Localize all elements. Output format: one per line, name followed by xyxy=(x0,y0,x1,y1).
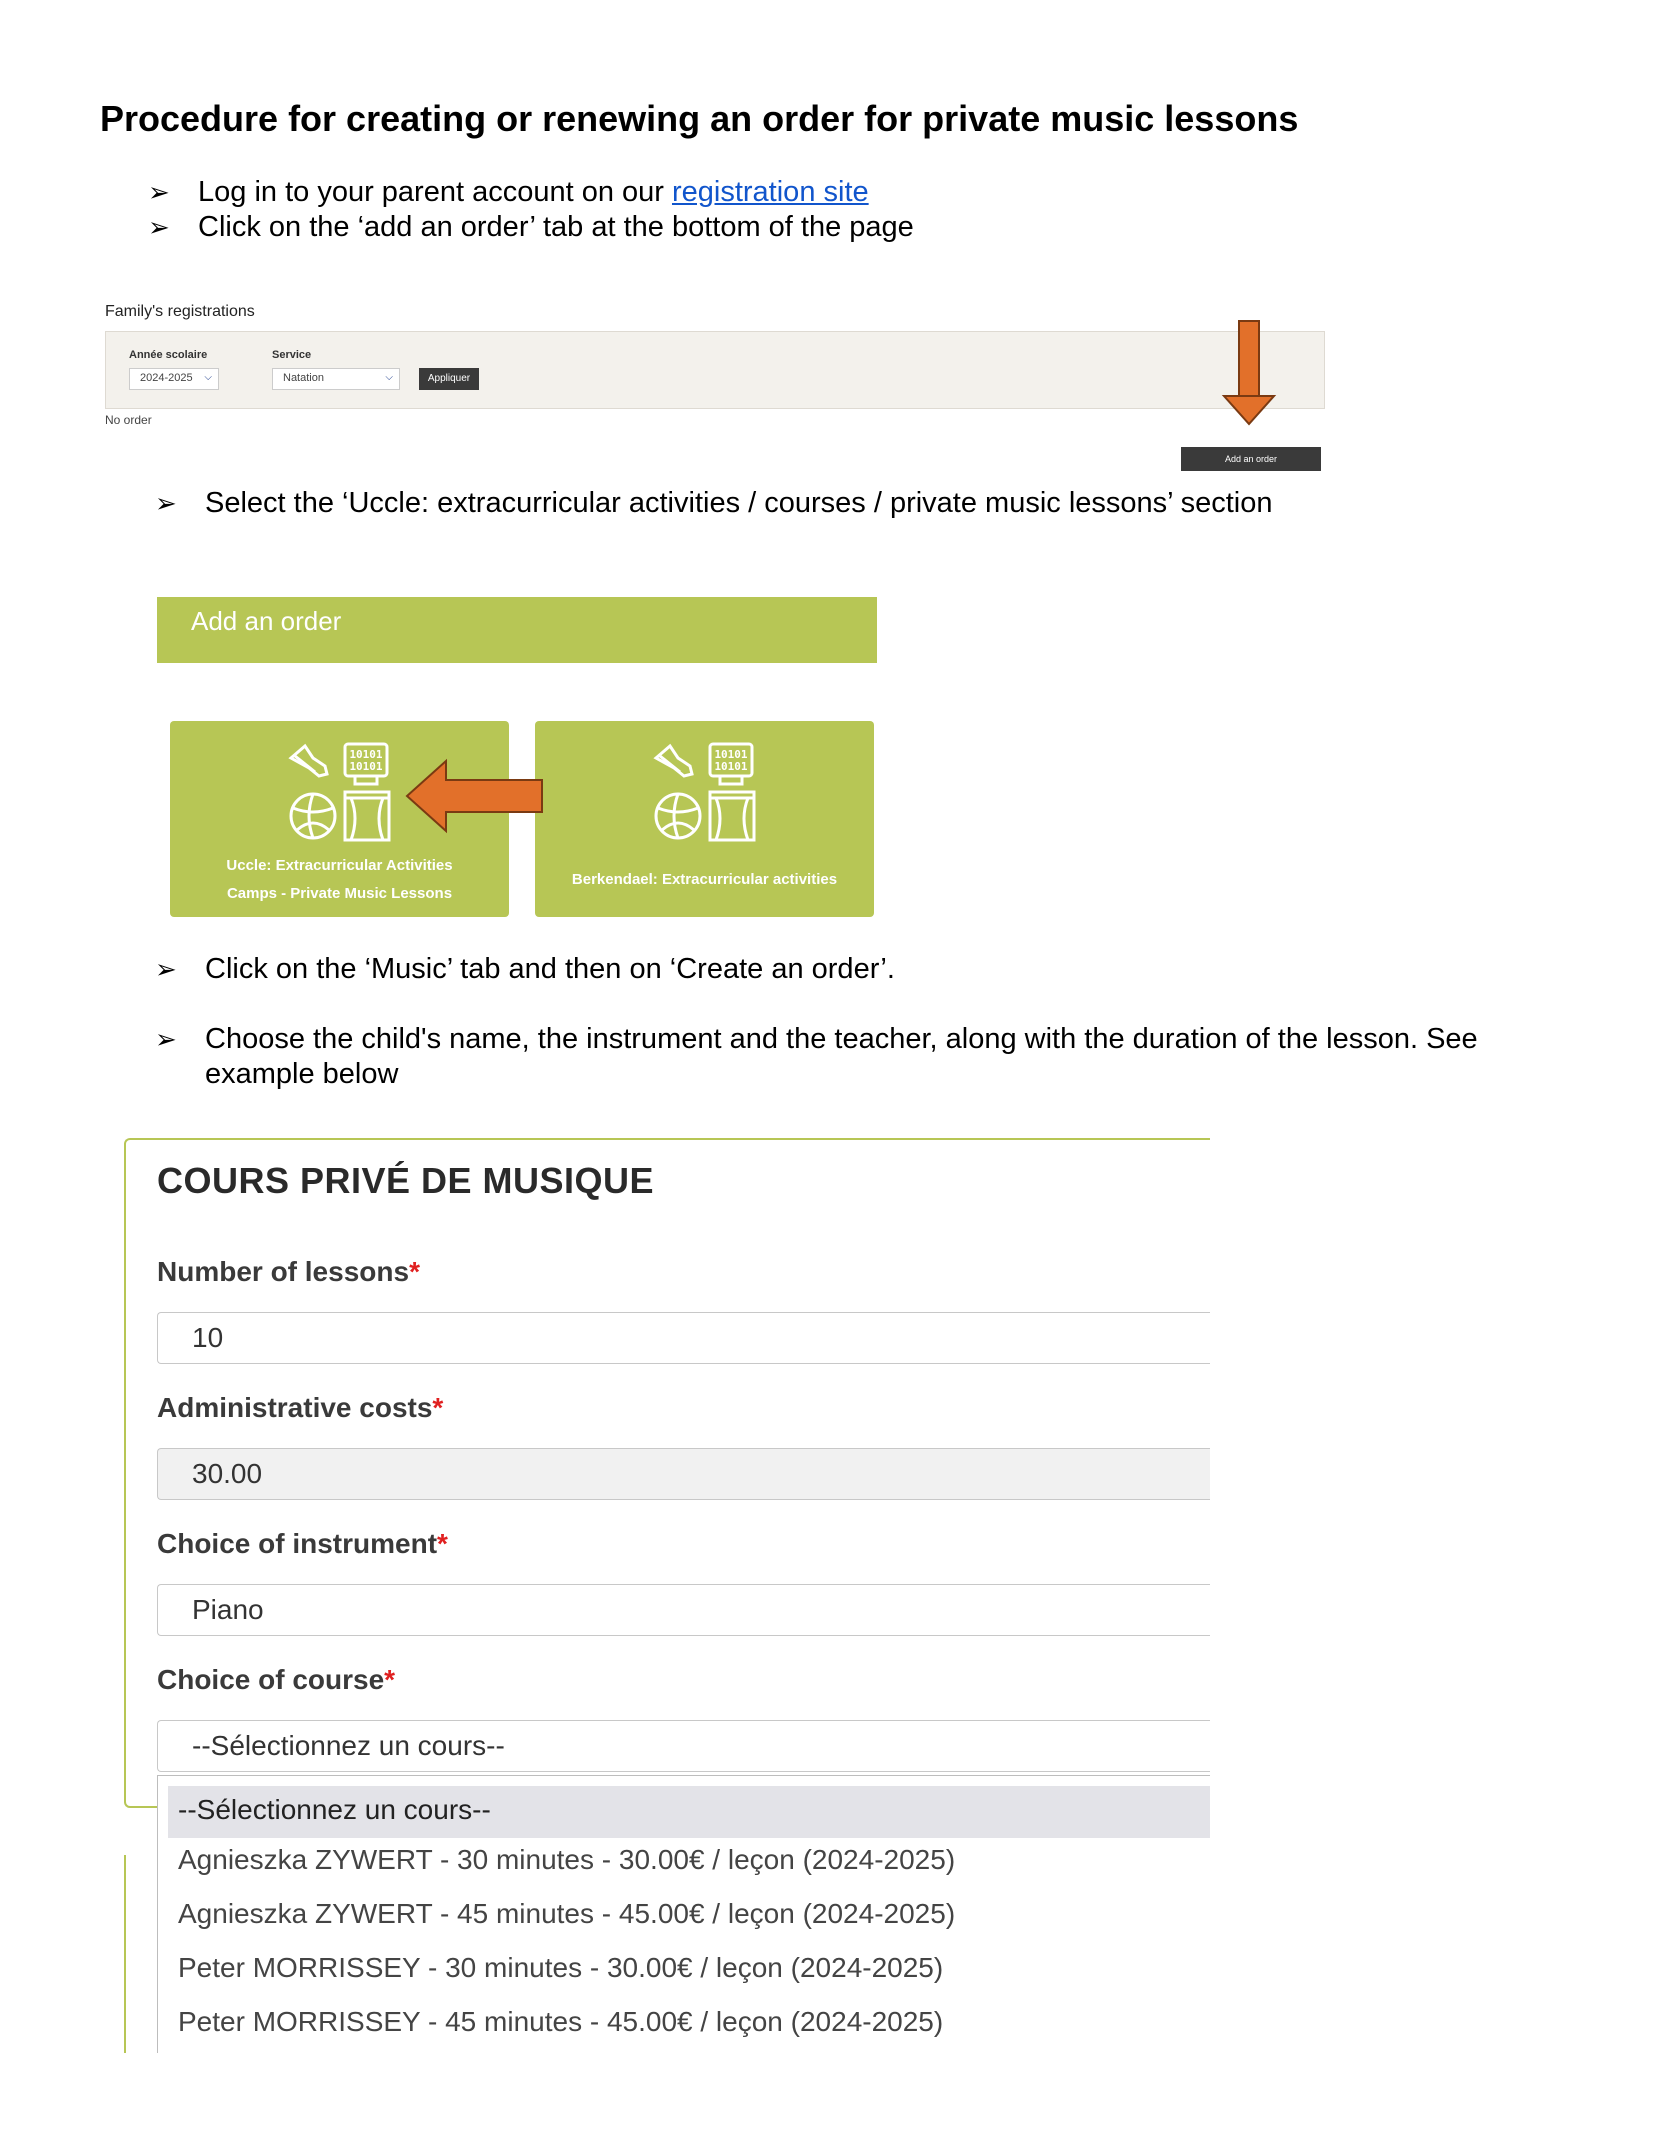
service-select[interactable] xyxy=(272,368,400,390)
activities-icon xyxy=(285,736,397,848)
chevron-down-icon: ⌵ xyxy=(385,372,393,383)
step-4 xyxy=(155,953,895,986)
bullet-arrow-icon: ➢ xyxy=(155,1025,177,1055)
down-arrow-icon xyxy=(1220,318,1280,428)
costs-input: 30.00 xyxy=(157,1448,1210,1500)
step-5 xyxy=(155,1023,1478,1056)
course-dropdown-list xyxy=(157,1775,1210,2053)
instrument-label-text: Choice of instrument xyxy=(157,1528,438,1559)
required-asterisk: * xyxy=(384,1664,396,1695)
svg-text:10101: 10101 xyxy=(349,748,383,761)
bullet-arrow-icon: ➢ xyxy=(148,213,170,243)
add-order-banner: Add an order xyxy=(157,597,877,663)
year-select-value: 2024-2025 xyxy=(140,372,193,384)
course-option[interactable]: Agnieszka ZYWERT - 45 minutes - 45.00€ / leçon (2024-2025) xyxy=(178,1898,956,1929)
left-arrow-icon xyxy=(404,758,546,834)
bullet-arrow-icon: ➢ xyxy=(148,178,170,208)
step-2-text: Click on the ‘add an order’ tab at the bottom of the page xyxy=(198,211,914,243)
bullet-arrow-icon: ➢ xyxy=(155,489,177,519)
course-select[interactable]: --Sélectionnez un cours-- xyxy=(157,1720,1210,1772)
service-select-value: Natation xyxy=(283,372,324,384)
registration-site-link[interactable]: registration site xyxy=(671,176,869,208)
add-order-button[interactable]: Add an order xyxy=(1181,447,1321,471)
berkendael-activities-tile[interactable] xyxy=(535,721,874,917)
lessons-label-text: Number of lessons xyxy=(157,1256,410,1287)
svg-text:10101: 10101 xyxy=(714,760,748,773)
step-3 xyxy=(155,487,1272,520)
course-label xyxy=(157,1664,395,1696)
bullet-arrow-icon: ➢ xyxy=(155,955,177,985)
step-1-text: Log in to your parent account on our xyxy=(198,176,672,208)
year-label: Année scolaire xyxy=(129,349,208,361)
registrations-filter-bar xyxy=(105,331,1325,409)
service-label: Service xyxy=(272,349,312,361)
registrations-heading: Family's registrations xyxy=(105,303,255,320)
course-option[interactable]: Peter MORRISSEY - 30 minutes - 30.00€ / leçon (2024-2025) xyxy=(178,1952,944,1983)
svg-text:10101: 10101 xyxy=(714,748,748,761)
form-title: COURS PRIVÉ DE MUSIQUE xyxy=(157,1160,655,1201)
course-option[interactable]: Agnieszka ZYWERT - 30 minutes - 30.00€ / leçon (2024-2025) xyxy=(178,1844,956,1875)
year-select[interactable] xyxy=(129,368,219,390)
next-panel-border xyxy=(124,1855,126,2053)
course-label-text: Choice of course xyxy=(157,1664,385,1695)
tile-label-line-1: Uccle: Extracurricular Activities xyxy=(226,857,453,874)
activities-icon xyxy=(650,736,762,848)
required-asterisk: * xyxy=(437,1528,448,1559)
required-asterisk: * xyxy=(409,1256,420,1287)
step-4-text: Click on the ‘Music’ tab and then on ‘Create an order’. xyxy=(205,953,895,985)
step-5-continuation: example below xyxy=(205,1058,399,1090)
instrument-select[interactable]: Piano xyxy=(157,1584,1210,1636)
tile-label-line-2: Camps - Private Music Lessons xyxy=(226,885,453,902)
svg-text:10101: 10101 xyxy=(349,760,383,773)
step-5-text: Choose the child's name, the instrument and the teacher, along with the duration of the lesson. See xyxy=(205,1023,1478,1055)
no-order-text: No order xyxy=(105,413,152,427)
page-title: Procedure for creating or renewing an order for private music lessons xyxy=(100,98,1299,139)
chevron-down-icon: ⌵ xyxy=(204,372,212,383)
step-2 xyxy=(148,211,914,244)
costs-label-text: Administrative costs xyxy=(157,1392,433,1423)
apply-button[interactable]: Appliquer xyxy=(419,368,479,390)
course-option-placeholder[interactable]: --Sélectionnez un cours-- xyxy=(168,1786,1210,1838)
required-asterisk: * xyxy=(432,1392,444,1423)
tile-label: Berkendael: Extracurricular activities xyxy=(571,871,838,888)
step-3-text: Select the ‘Uccle: extracurricular activities / courses / private music lessons’ section xyxy=(205,487,1273,519)
costs-label xyxy=(157,1392,443,1424)
course-option[interactable]: Peter MORRISSEY - 45 minutes - 45.00€ / leçon (2024-2025) xyxy=(178,2006,944,2037)
instrument-label xyxy=(157,1528,448,1560)
lessons-input[interactable]: 10 xyxy=(157,1312,1210,1364)
step-1 xyxy=(148,176,869,209)
lessons-label xyxy=(157,1256,420,1288)
